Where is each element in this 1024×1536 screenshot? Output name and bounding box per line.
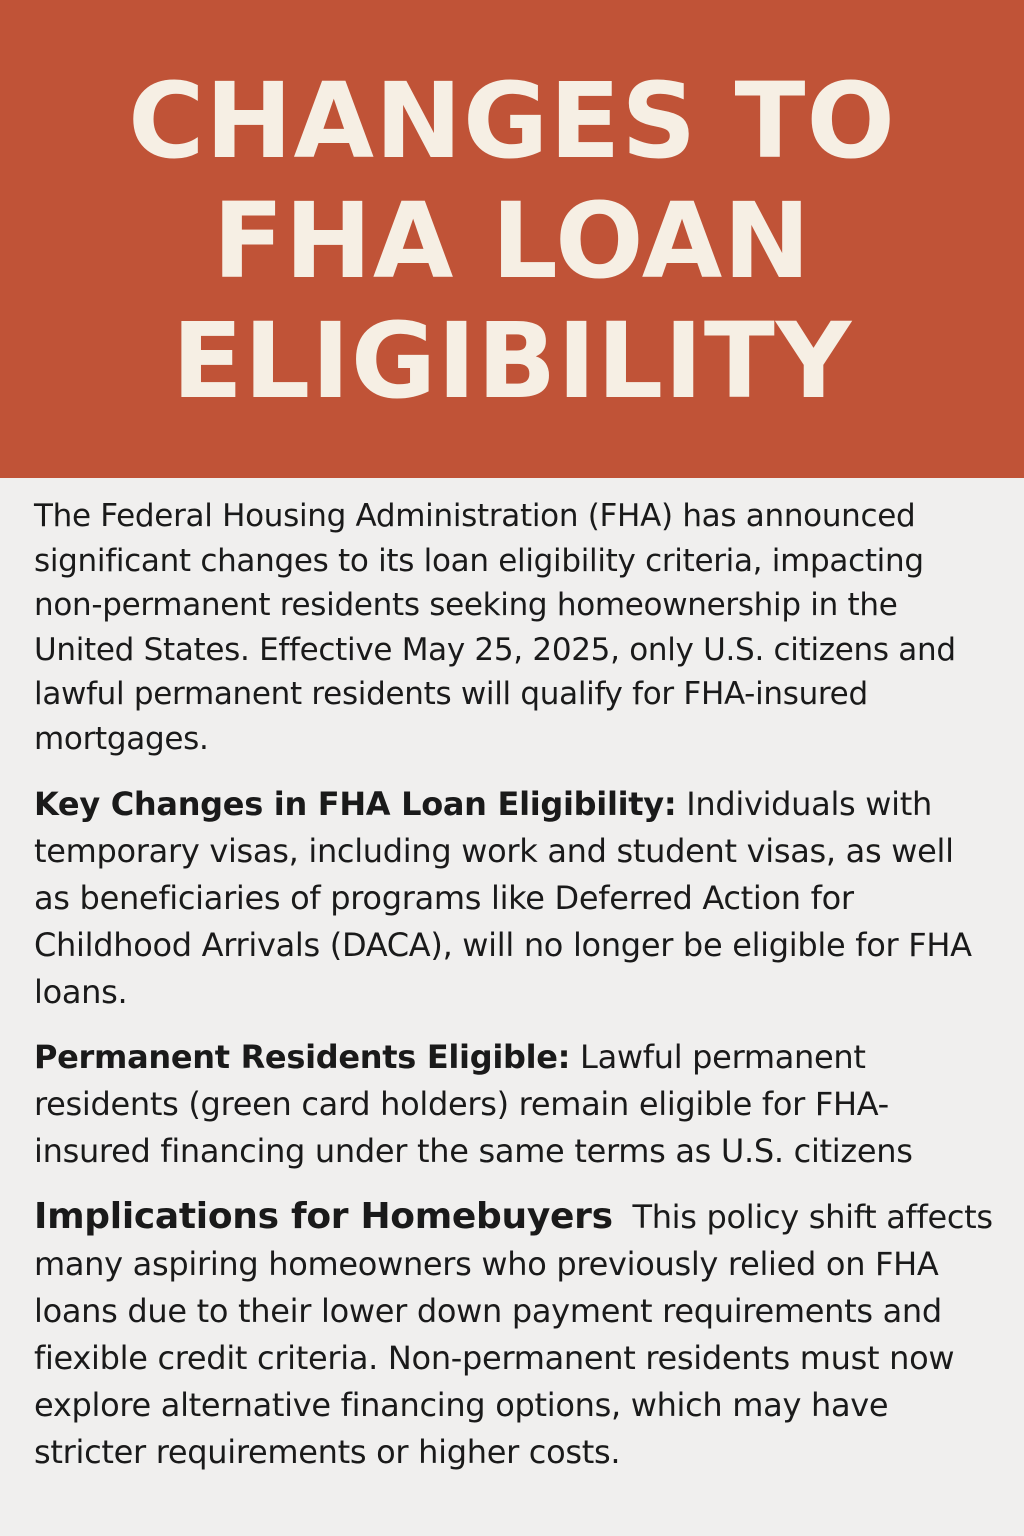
key-changes-heading: Key Changes in FHA Loan Eligibility: [34,785,677,823]
key-changes-section [34,781,996,1016]
page-title [32,61,992,421]
article-body [0,478,1024,1476]
permanent-residents-heading: Permanent Residents Eligible: [34,1038,571,1076]
header-banner [0,0,1024,478]
implications-heading: Implications for Homebuyers [34,1196,613,1237]
title-line-2: FHA LOAN [212,180,812,302]
title-line-3: ELIGIBILITY [171,300,853,422]
intro-paragraph: The Federal Housing Administration (FHA) has announced significant changes to its loan eligibility criteria, impacting non-permanent residents seeking homeownership in the United States. Effective May 25, 2025, only U.S. citizens and lawful permanent residents will qualify for FHA-insured mortgages. [34,498,956,757]
permanent-residents-section [34,1034,996,1175]
key-changes-text: Individuals with temporary visas, including work and student visas, as well as beneficiaries of programs like Deferred Action for Childhood Arrivals (DACA), will no longer be eligible for FHA loans. [34,785,972,1011]
implications-section [34,1193,1003,1476]
permanent-residents-text: Lawful permanent residents (green card holders) remain eligible for FHA-insured financing under the same terms as U.S. citizens [34,1038,913,1170]
title-line-1: CHANGES TO [128,60,896,182]
implications-text: This policy shift affects many aspiring homeowners who previously relied on FHA loans due to their lower down payment requirements and fiexible credit criteria. Non-permanent residents must now explore alternative financing options, which may have stricter requirements or higher costs. [34,1198,1003,1471]
